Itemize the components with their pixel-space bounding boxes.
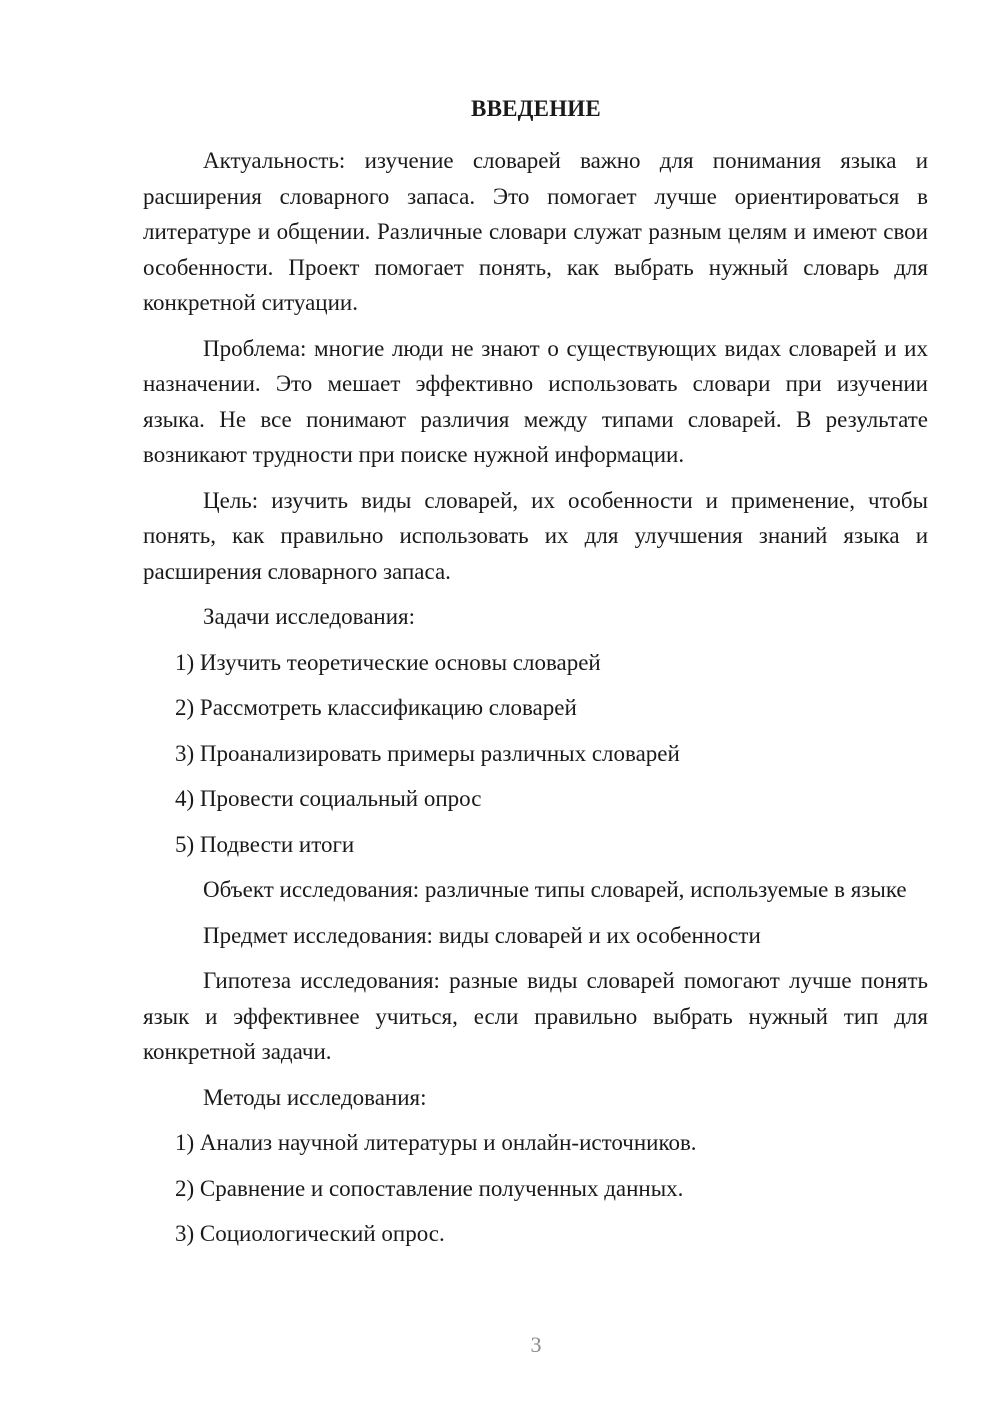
methods-heading: Методы исследования: [203, 1084, 427, 1110]
problem-paragraph: Проблема: многие люди не знают о существующих видах словарей и их назначении. Это мешает эффективно использовать словари при изучении языка. Не все понимают различия между типами словарей. В результате возникают трудности при поиске нужной информации. [143, 335, 928, 467]
method-item: 3) Социологический опрос. [175, 1221, 445, 1246]
task-item: 2) Рассмотреть классификацию словарей [175, 695, 577, 720]
task-item: 5) Подвести итоги [175, 831, 355, 857]
task-item: 3) Проанализировать примеры различных словарей [175, 740, 680, 766]
task-item: 1) Изучить теоретические основы словарей [175, 649, 601, 675]
page-number: 3 [530, 1332, 542, 1357]
relevance-paragraph: Актуальность: изучение словарей важно для понимания языка и расширения словарного запаса. Это помогает лучше ориентироваться в литературе и общении. Различные словари служат разным целям и имеют свои особенности. Проект помогает понять, как выбрать нужный словарь для конкретной ситуации. [143, 148, 928, 315]
task-item: 4) Провести социальный опрос [175, 786, 482, 811]
method-item: 1) Анализ научной литературы и онлайн-источников. [175, 1130, 697, 1155]
object-paragraph: Объект исследования: различные типы словарей, используемые в языке [203, 877, 907, 902]
goal-paragraph: Цель: изучить виды словарей, их особенности и применение, чтобы понять, как правильно использовать их для улучшения знаний языка и расширения словарного запаса. [143, 487, 928, 584]
hypothesis-paragraph: Гипотеза исследования: разные виды словарей помогают лучше понять язык и эффективнее учиться, если правильно выбрать нужный тип для конкретной задачи. [143, 968, 928, 1064]
document-body [143, 143, 928, 1262]
method-item: 2) Сравнение и сопоставление полученных данных. [175, 1175, 684, 1201]
tasks-heading: Задачи исследования: [203, 604, 416, 629]
section-title: ВВЕДЕНИЕ [471, 96, 601, 121]
subject-paragraph: Предмет исследования: виды словарей и их особенности [203, 922, 761, 948]
